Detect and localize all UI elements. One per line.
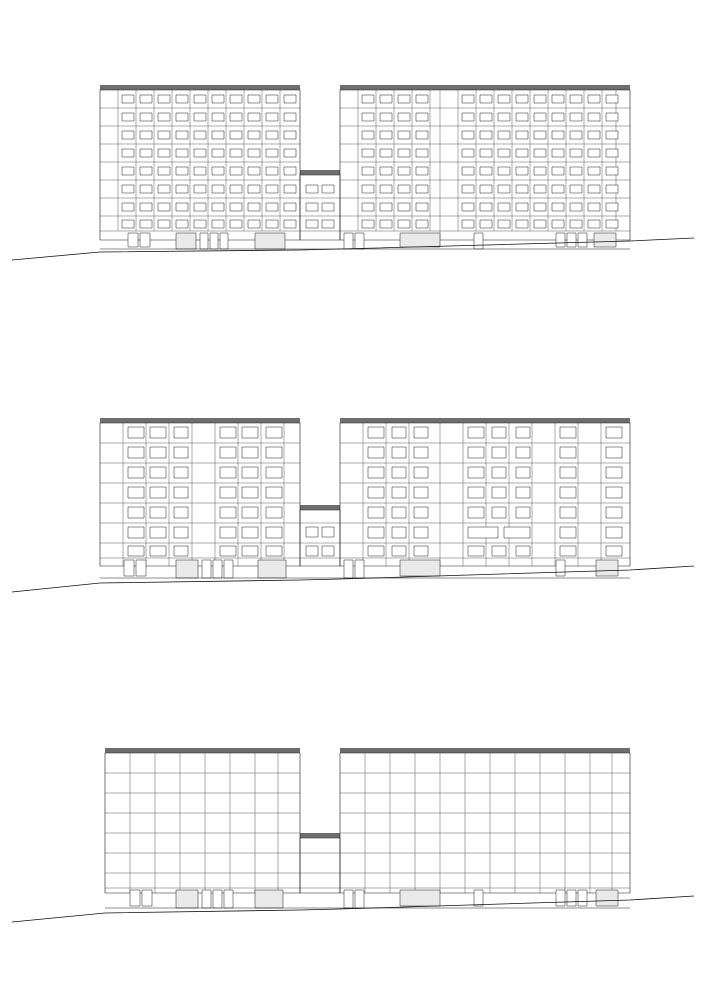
window-grid-right	[368, 427, 622, 556]
elevation-2-geometry	[12, 418, 694, 592]
elevation-3	[0, 660, 707, 960]
elevation-3-geometry	[12, 748, 694, 922]
elevation-1-geometry	[12, 85, 694, 260]
elevation-1	[0, 0, 707, 300]
window-grid-left	[122, 95, 296, 228]
ground-floor-openings	[128, 233, 616, 249]
link-windows	[306, 527, 334, 556]
window-grid-right	[362, 95, 618, 228]
window-grid-left	[128, 427, 282, 556]
ground-floor-openings	[124, 560, 618, 578]
link-windows	[306, 185, 334, 228]
elevation-2	[0, 330, 707, 630]
